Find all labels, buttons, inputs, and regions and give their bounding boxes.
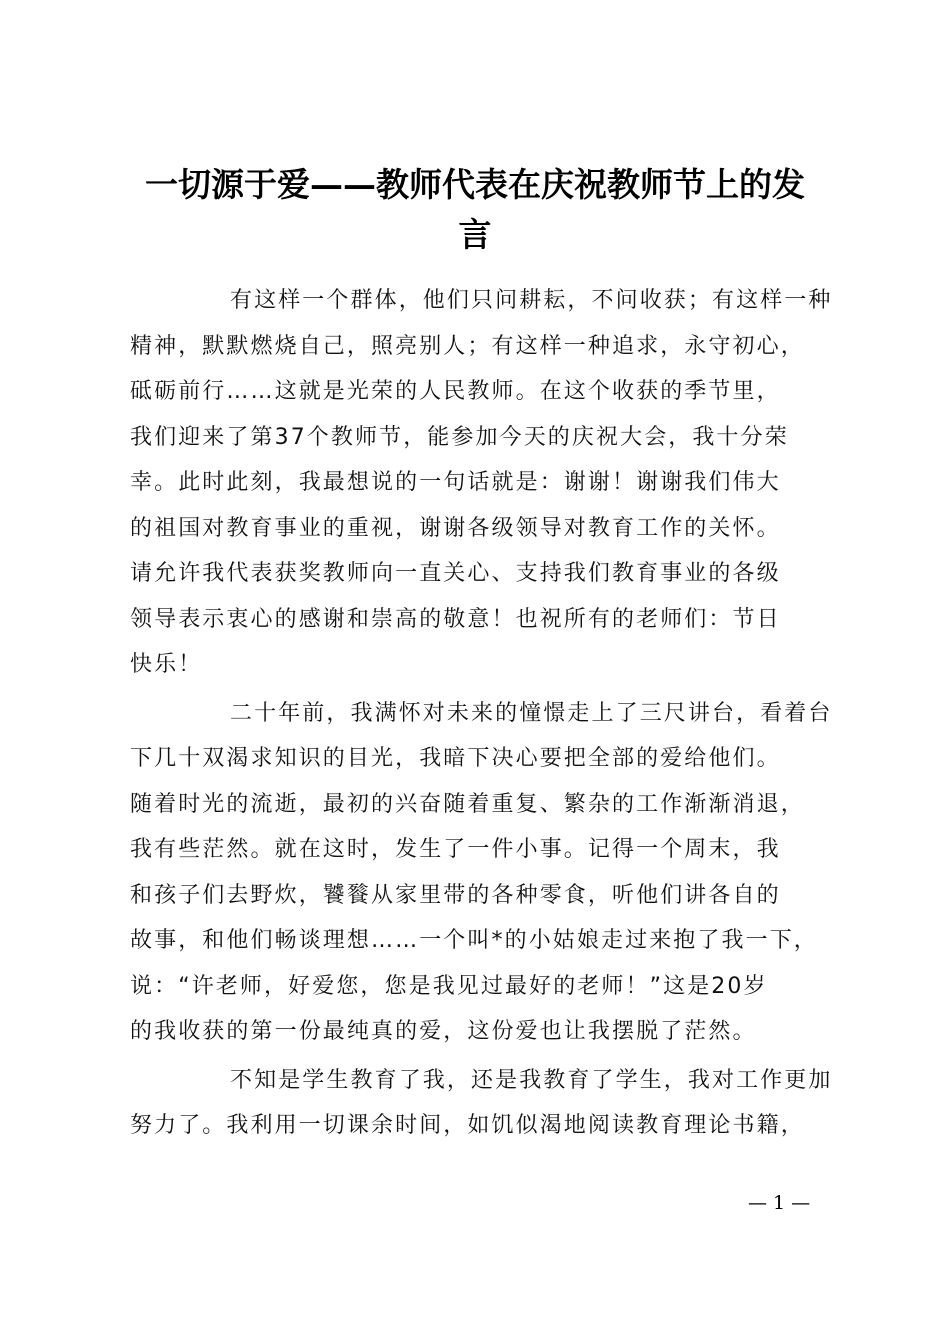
title-line: 一切源于爱——教师代表在庆祝教师节上的发 — [145, 165, 805, 204]
paragraph — [130, 1058, 850, 1149]
document-title — [110, 160, 840, 260]
text-line: 我有些茫然。就在这时，发生了一件小事。记得一个周末，我 — [130, 837, 781, 862]
text-line: 下几十双渴求知识的目光，我暗下决心要把全部的爱给他们。 — [130, 746, 781, 771]
text-line: 我们迎来了第37个教师节，能参加今天的庆祝大会，我十分荣 — [130, 424, 789, 450]
text-line: 砥砺前行……这就是光荣的人民教师。在这个收获的季节里， — [130, 379, 781, 404]
text-line: 努力了。我利用一切课余时间，如饥似渴地阅读教育理论书籍， — [130, 1113, 805, 1138]
text-line: 幸。此时此刻，我最想说的一句话就是：谢谢！谢谢我们伟大 — [130, 470, 781, 495]
text-line: 故事，和他们畅谈理想……一个叫*的小姑娘走过来抱了我一下， — [130, 928, 818, 953]
title-line: 言 — [458, 215, 492, 254]
text-line: 精神，默默燃烧自己，照亮别人；有这样一种追求，永守初心， — [130, 333, 805, 359]
text-line: 请允许我代表获奖教师向一直关心、支持我们教育事业的各级 — [130, 561, 781, 586]
text-line: 随着时光的流逝，最初的兴奋随着重复、繁杂的工作渐渐消退， — [130, 791, 805, 817]
text-line: 不知是学生教育了我，还是我教育了学生，我对工作更加 — [230, 1067, 833, 1093]
page-number: — 1 — — [748, 1192, 811, 1214]
text-line: 快乐！ — [130, 652, 203, 677]
text-line: 的祖国对教育事业的重视，谢谢各级领导对教育工作的关怀。 — [130, 515, 781, 541]
text-line: 二十年前，我满怀对未来的憧憬走上了三尺讲台，看着台 — [230, 700, 833, 726]
paragraph — [130, 691, 850, 1055]
text-line: 有这样一个群体，他们只问耕耘，不问收获；有这样一种 — [230, 288, 833, 313]
text-line: 和孩子们去野炊，饕餮从家里带的各种零食，听他们讲各自的 — [130, 882, 781, 908]
paragraph — [130, 278, 850, 688]
text-line: 领导表示衷心的感谢和崇高的敬意！也祝所有的老师们：节日 — [130, 606, 781, 632]
text-line: 的我收获的第一份最纯真的爱，这份爱也让我摆脱了茫然。 — [130, 1019, 757, 1044]
document-body — [130, 278, 850, 1149]
text-line: 说：“许老师，好爱您，您是我见过最好的老师！”这是20岁 — [130, 973, 768, 999]
